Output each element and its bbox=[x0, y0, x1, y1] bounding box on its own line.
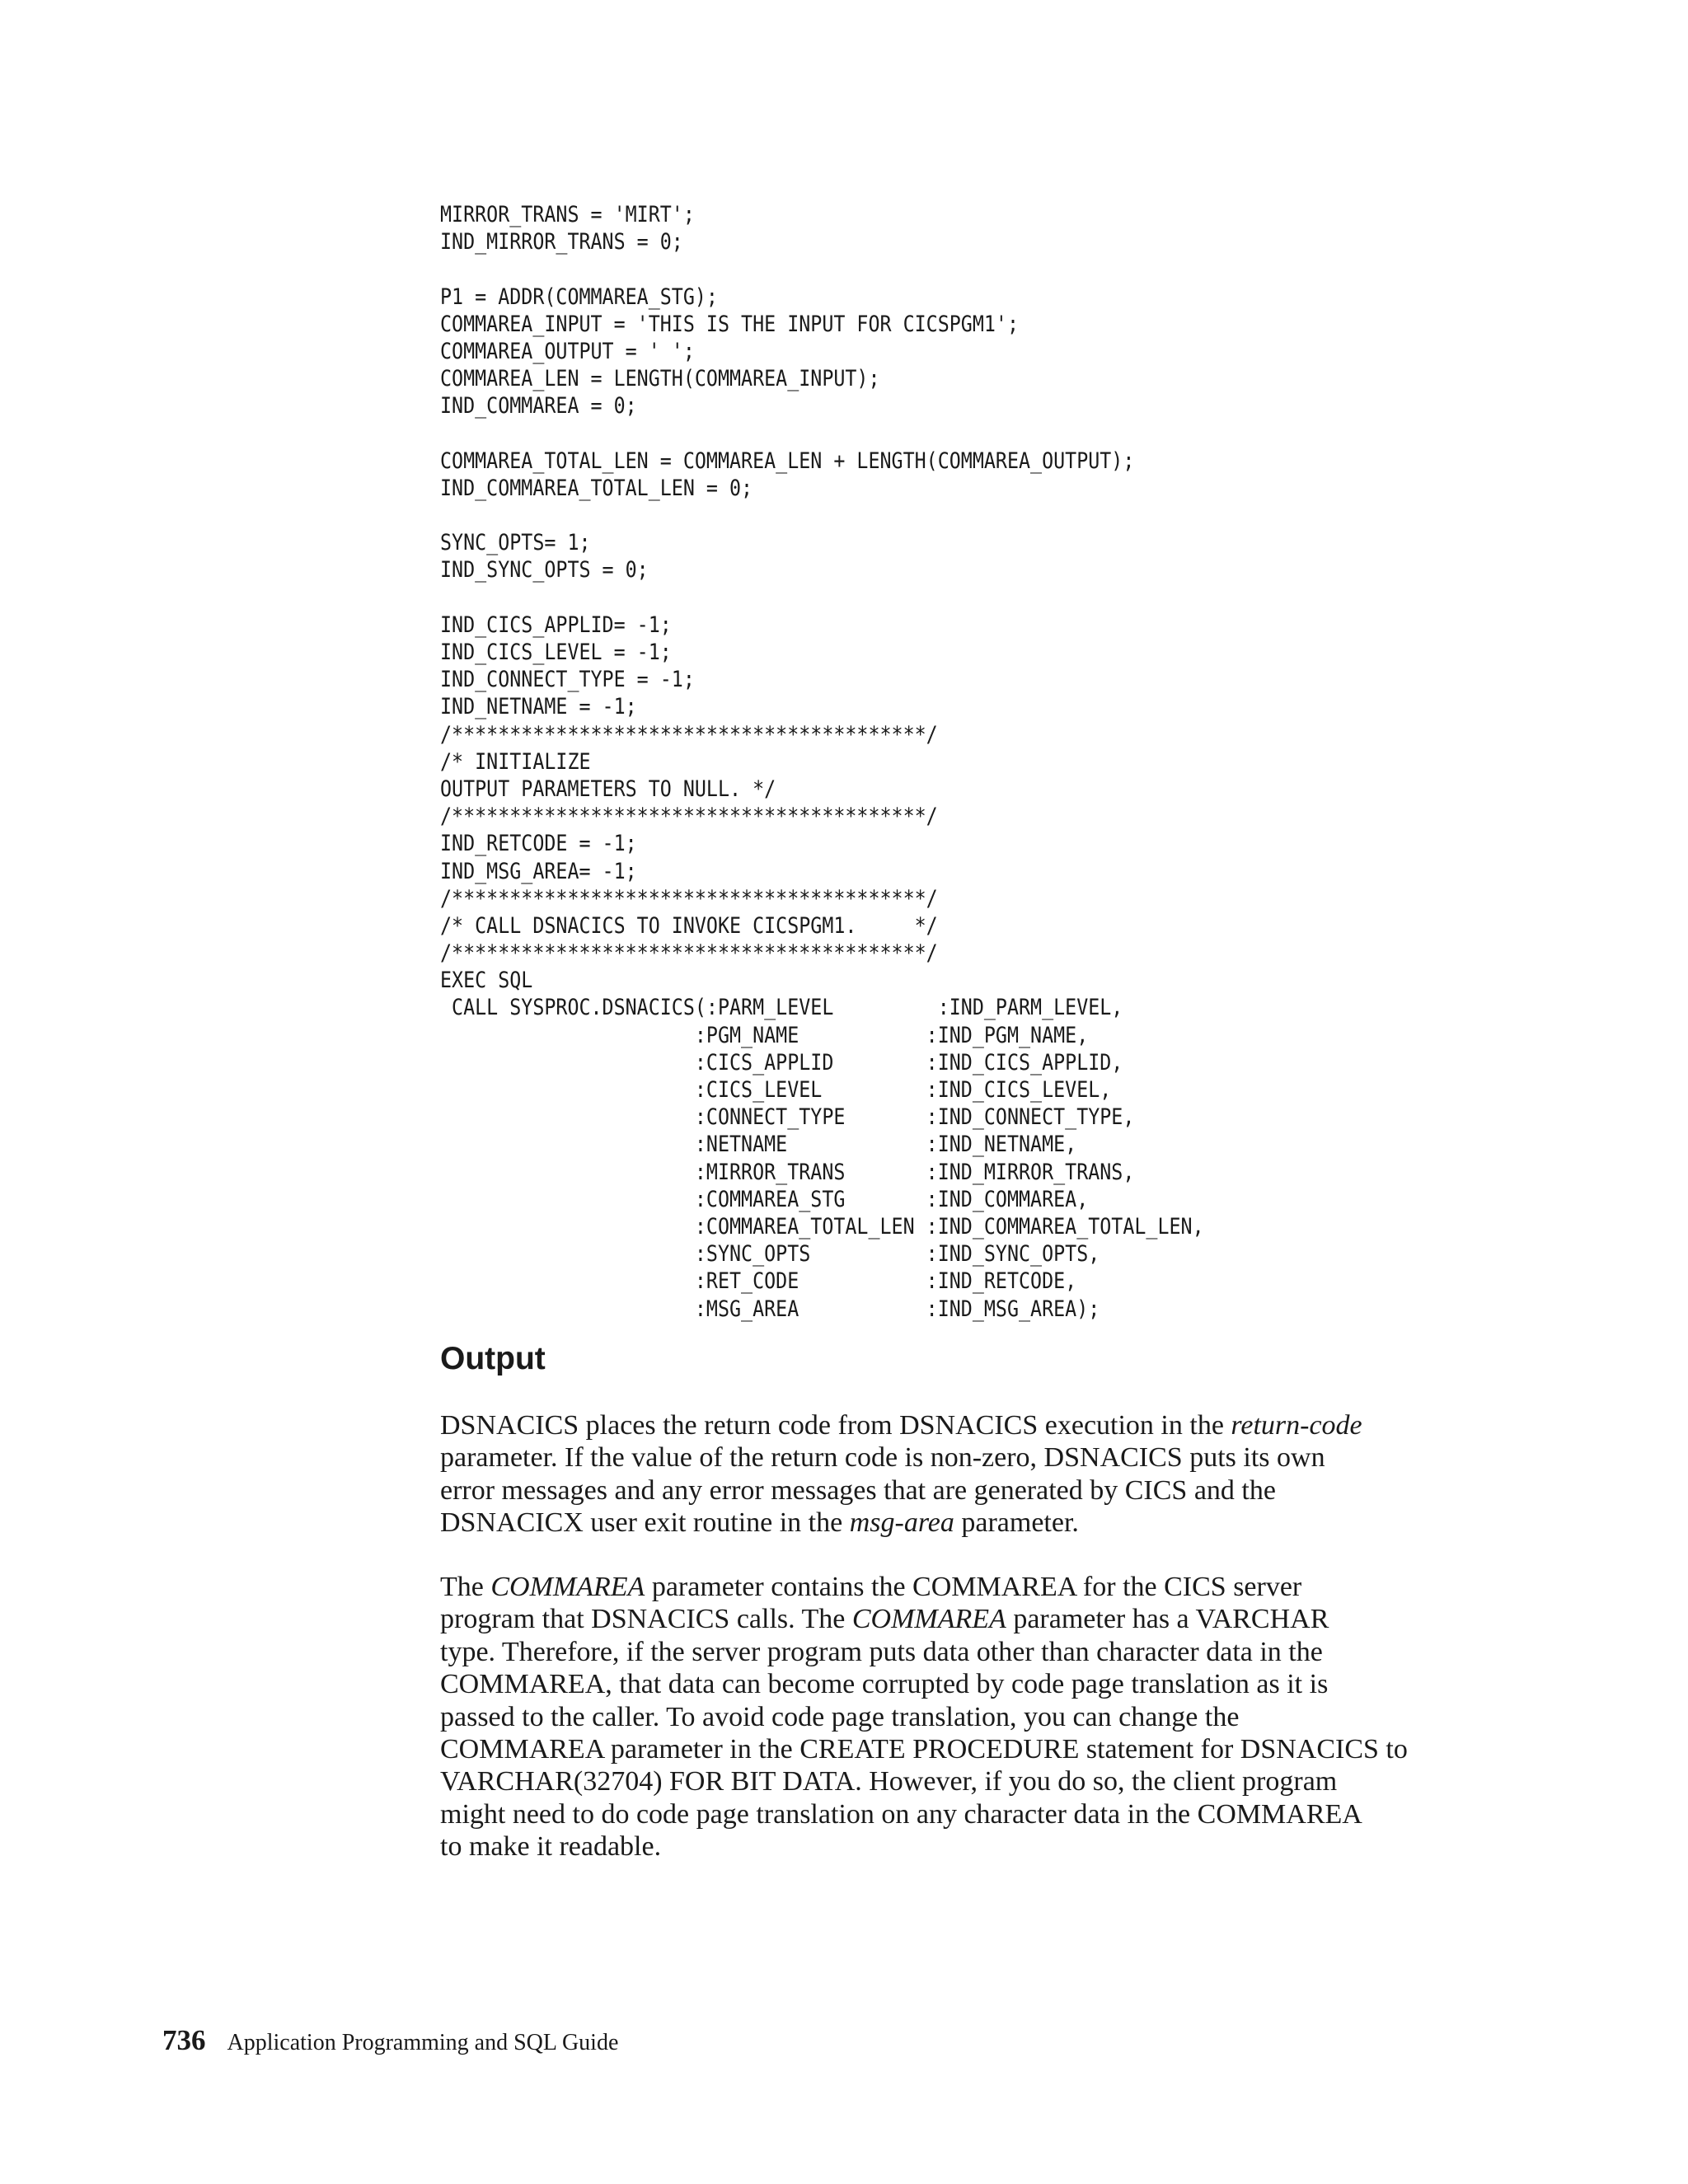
code-line: COMMAREA_LEN = LENGTH(COMMAREA_INPUT); bbox=[440, 366, 880, 392]
text-run: program that DSNACICS calls. The bbox=[440, 1604, 852, 1635]
code-line: :PGM_NAME :IND_PGM_NAME, bbox=[440, 1022, 1089, 1048]
code-line: :SYNC_OPTS :IND_SYNC_OPTS, bbox=[440, 1241, 1100, 1268]
output-paragraph-commarea bbox=[440, 1571, 1512, 1863]
code-line bbox=[440, 420, 1204, 448]
book-title: Application Programming and SQL Guide bbox=[227, 2030, 619, 2055]
code-line bbox=[440, 584, 1204, 612]
italic-term: COMMAREA bbox=[851, 1604, 1006, 1635]
code-line bbox=[440, 255, 1204, 283]
page-footer bbox=[162, 2024, 618, 2057]
code-line: CALL SYSPROC.DSNACICS(:PARM_LEVEL :IND_PARM_LEVEL, bbox=[440, 995, 1123, 1021]
code-line: :MIRROR_TRANS :IND_MIRROR_TRANS, bbox=[440, 1159, 1135, 1185]
code-line: COMMAREA_TOTAL_LEN = COMMAREA_LEN + LENGTH(COMMAREA_OUTPUT); bbox=[440, 448, 1135, 474]
code-line: IND_CONNECT_TYPE = -1; bbox=[440, 667, 695, 693]
code-line: /*****************************************/ bbox=[440, 721, 938, 748]
text-run: parameter contains the COMMAREA for the CICS server bbox=[645, 1572, 1302, 1602]
text-run: parameter. bbox=[954, 1507, 1079, 1539]
text-run: parameter has a VARCHAR bbox=[1006, 1604, 1329, 1635]
code-line bbox=[440, 502, 1204, 529]
paragraph-line bbox=[440, 1409, 1512, 1441]
code-line: P1 = ADDR(COMMAREA_STG); bbox=[440, 284, 718, 310]
paragraph-line: error messages and any error messages that are generated by CICS and the bbox=[440, 1474, 1276, 1506]
code-line: EXEC SQL bbox=[440, 968, 533, 994]
paragraph-line: VARCHAR(32704) FOR BIT DATA. However, if you do so, the client program bbox=[440, 1766, 1338, 1797]
paragraph-line: to make it readable. bbox=[440, 1831, 662, 1863]
code-line: :CICS_APPLID :IND_CICS_APPLID, bbox=[440, 1049, 1123, 1076]
code-line: IND_CICS_LEVEL = -1; bbox=[440, 640, 672, 665]
paragraph-line: COMMAREA, that data can become corrupted by code page translation as it is bbox=[440, 1669, 1329, 1700]
text-run: DSNACICX user exit routine in the bbox=[440, 1507, 850, 1539]
code-line: :COMMAREA_STG :IND_COMMAREA, bbox=[440, 1186, 1089, 1212]
code-line: /* INITIALIZE bbox=[440, 748, 591, 775]
page-number: 736 bbox=[162, 2024, 206, 2056]
section-heading: Output bbox=[440, 1341, 546, 1376]
code-line: IND_NETNAME = -1; bbox=[440, 694, 637, 720]
paragraph-line: passed to the caller. To avoid code page translation, you can change the bbox=[440, 1701, 1240, 1732]
code-line: /*****************************************/ bbox=[440, 804, 938, 830]
code-line: IND_COMMAREA = 0; bbox=[440, 393, 637, 419]
code-line: :NETNAME :IND_NETNAME, bbox=[440, 1132, 1077, 1158]
code-line: IND_COMMAREA_TOTAL_LEN = 0; bbox=[440, 475, 753, 501]
code-line: :MSG_AREA :IND_MSG_AREA); bbox=[440, 1296, 1100, 1322]
code-line: MIRROR_TRANS = 'MIRT'; bbox=[440, 202, 695, 227]
code-line: /*****************************************/ bbox=[440, 885, 938, 912]
italic-term: COMMAREA bbox=[490, 1572, 645, 1602]
output-paragraph-return-code bbox=[440, 1409, 1512, 1540]
paragraph-line: might need to do code page translation on any character data in the COMMAREA bbox=[440, 1798, 1362, 1830]
code-line: /* CALL DSNACICS TO INVOKE CICSPGM1. */ bbox=[440, 912, 938, 939]
code-line: IND_CICS_APPLID= -1; bbox=[440, 612, 672, 638]
code-line: COMMAREA_OUTPUT = ' '; bbox=[440, 338, 695, 364]
paragraph-line: COMMAREA parameter in the CREATE PROCEDURE statement for DSNACICS to bbox=[440, 1733, 1408, 1765]
code-line: /*****************************************/ bbox=[440, 940, 938, 967]
code-line: COMMAREA_INPUT = 'THIS IS THE INPUT FOR CICSPGM1'; bbox=[440, 311, 1019, 337]
code-line: SYNC_OPTS= 1; bbox=[440, 530, 591, 556]
code-line: :RET_CODE :IND_RETCODE, bbox=[440, 1268, 1077, 1295]
code-line: :CONNECT_TYPE :IND_CONNECT_TYPE, bbox=[440, 1104, 1135, 1131]
paragraph-line: type. Therefore, if the server program puts data other than character data in the bbox=[440, 1636, 1323, 1667]
text-run: DSNACICS places the return code from DSNACICS execution in the bbox=[440, 1410, 1231, 1441]
text-run: The bbox=[440, 1572, 491, 1602]
italic-term: msg-area bbox=[849, 1507, 954, 1539]
paragraph-line bbox=[440, 1571, 1512, 1603]
code-line: IND_SYNC_OPTS = 0; bbox=[440, 557, 649, 583]
paragraph-line: parameter. If the value of the return code is non-zero, DSNACICS puts its own bbox=[440, 1442, 1325, 1474]
italic-term: return-code bbox=[1231, 1410, 1362, 1441]
paragraph-line bbox=[440, 1603, 1512, 1635]
code-line: :CICS_LEVEL :IND_CICS_LEVEL, bbox=[440, 1077, 1112, 1103]
code-line: :COMMAREA_TOTAL_LEN :IND_COMMAREA_TOTAL_LEN, bbox=[440, 1213, 1204, 1240]
paragraph-line bbox=[440, 1507, 1512, 1539]
code-line: IND_MSG_AREA= -1; bbox=[440, 858, 637, 884]
code-line: OUTPUT PARAMETERS TO NULL. */ bbox=[440, 776, 776, 802]
code-line: IND_RETCODE = -1; bbox=[440, 831, 637, 857]
code-line: IND_MIRROR_TRANS = 0; bbox=[440, 229, 683, 255]
code-example bbox=[440, 201, 1204, 1323]
